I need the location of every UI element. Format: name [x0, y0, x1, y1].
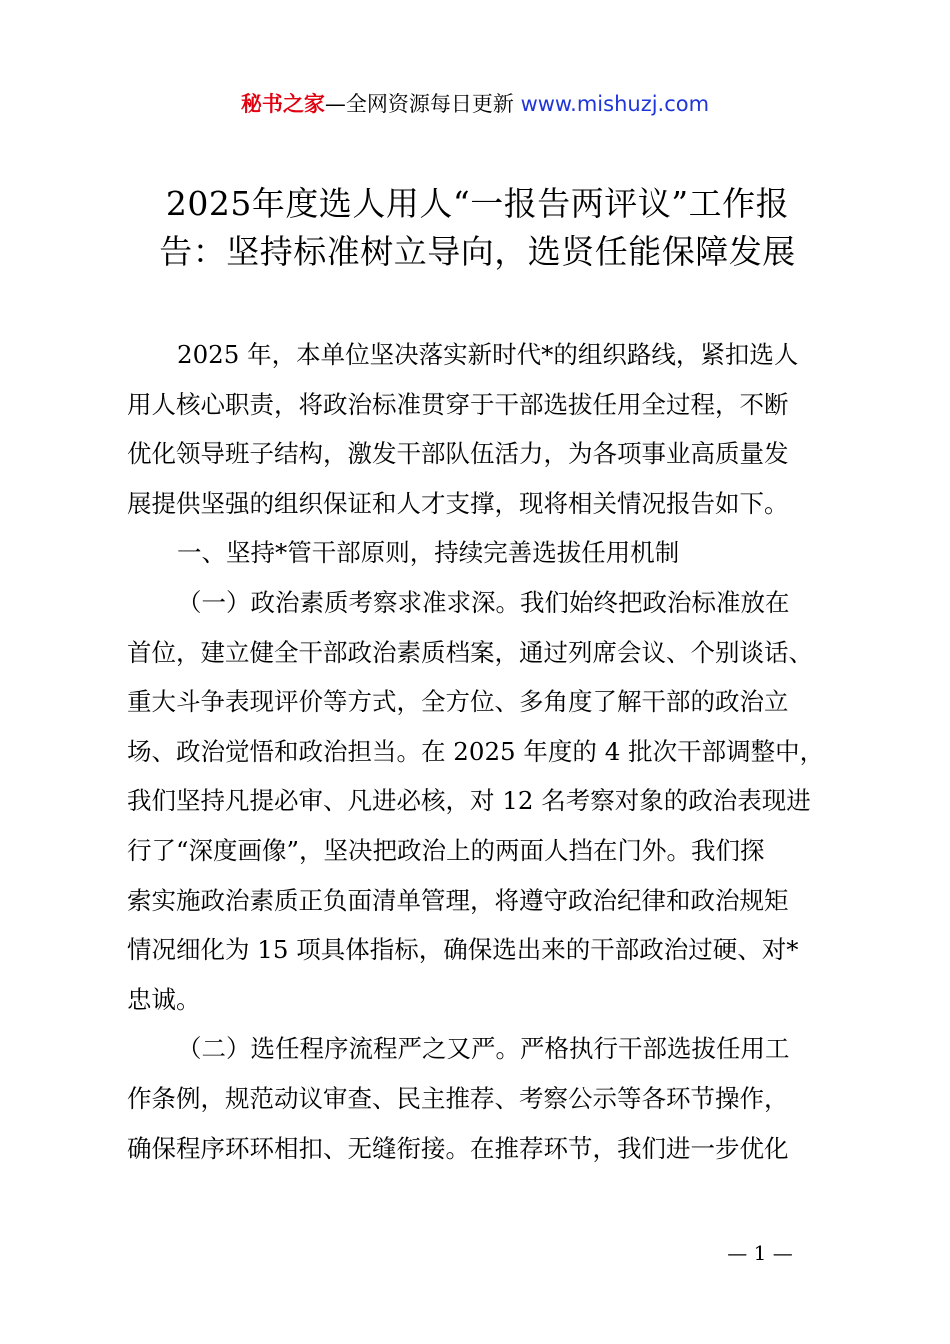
title-line: 2025年度选人用人“一报告两评议”工作报 — [165, 184, 790, 223]
site-header — [0, 86, 950, 122]
paragraph-line: 展提供坚强的组织保证和人才支撑，现将相关情况报告如下。 — [127, 488, 789, 518]
section-heading: 一、坚持*管干部原则，持续完善选拔任用机制 — [177, 538, 680, 568]
paragraph-line: 用人核心职责，将政治标准贯穿于干部选拔任用全过程，不断 — [127, 389, 789, 419]
page-number: — 1 — — [727, 1241, 793, 1265]
site-url-link[interactable]: www.mishuzj.com — [520, 92, 710, 116]
paragraph-line: 2025 年，本单位坚决落实新时代*的组织路线，紧扣选人 — [177, 340, 799, 369]
paragraph-line: 忠诚。 — [127, 984, 201, 1014]
paragraph-line: 情况细化为 15 项具体指标，确保选出来的干部政治过硬、对* — [127, 935, 799, 965]
site-tagline: —全网资源每日更新 — [324, 92, 521, 116]
document-title — [125, 180, 830, 276]
paragraph-line: 我们坚持凡提必审、凡进必核，对 12 名考察对象的政治表现进 — [127, 786, 811, 816]
paragraph-line: 优化领导班子结构，激发干部队伍活力，为各项事业高质量发 — [127, 439, 789, 469]
paragraph-line: （二）选任程序流程严之又严。严格执行干部选拔任用工 — [177, 1034, 790, 1064]
paragraph-line: 索实施政治素质正负面清单管理，将遵守政治纪律和政治规矩 — [127, 885, 789, 915]
paragraph-line: 行了“深度画像”，坚决把政治上的两面人挡在门外。我们探 — [127, 835, 765, 865]
paragraph-line: 确保程序环环相扣、无缝衔接。在推荐环节，我们进一步优化 — [127, 1133, 789, 1163]
paragraph-line: （一）政治素质考察求准求深。我们始终把政治标准放在 — [177, 587, 790, 617]
title-line: 告：坚持标准树立导向，选贤任能保障发展 — [159, 232, 796, 271]
paragraph-line: 场、政治觉悟和政治担当。在 2025 年度的 4 批次干部调整中， — [127, 736, 825, 766]
paragraph-line: 首位，建立健全干部政治素质档案，通过列席会议、个别谈话、 — [127, 637, 813, 667]
paragraph-line: 作条例，规范动议审查、民主推荐、考察公示等各环节操作， — [127, 1083, 789, 1113]
document-body — [127, 330, 837, 1173]
site-brand: 秘书之家 — [240, 92, 325, 116]
paragraph-line: 重大斗争表现评价等方式，全方位、多角度了解干部的政治立 — [127, 687, 789, 717]
